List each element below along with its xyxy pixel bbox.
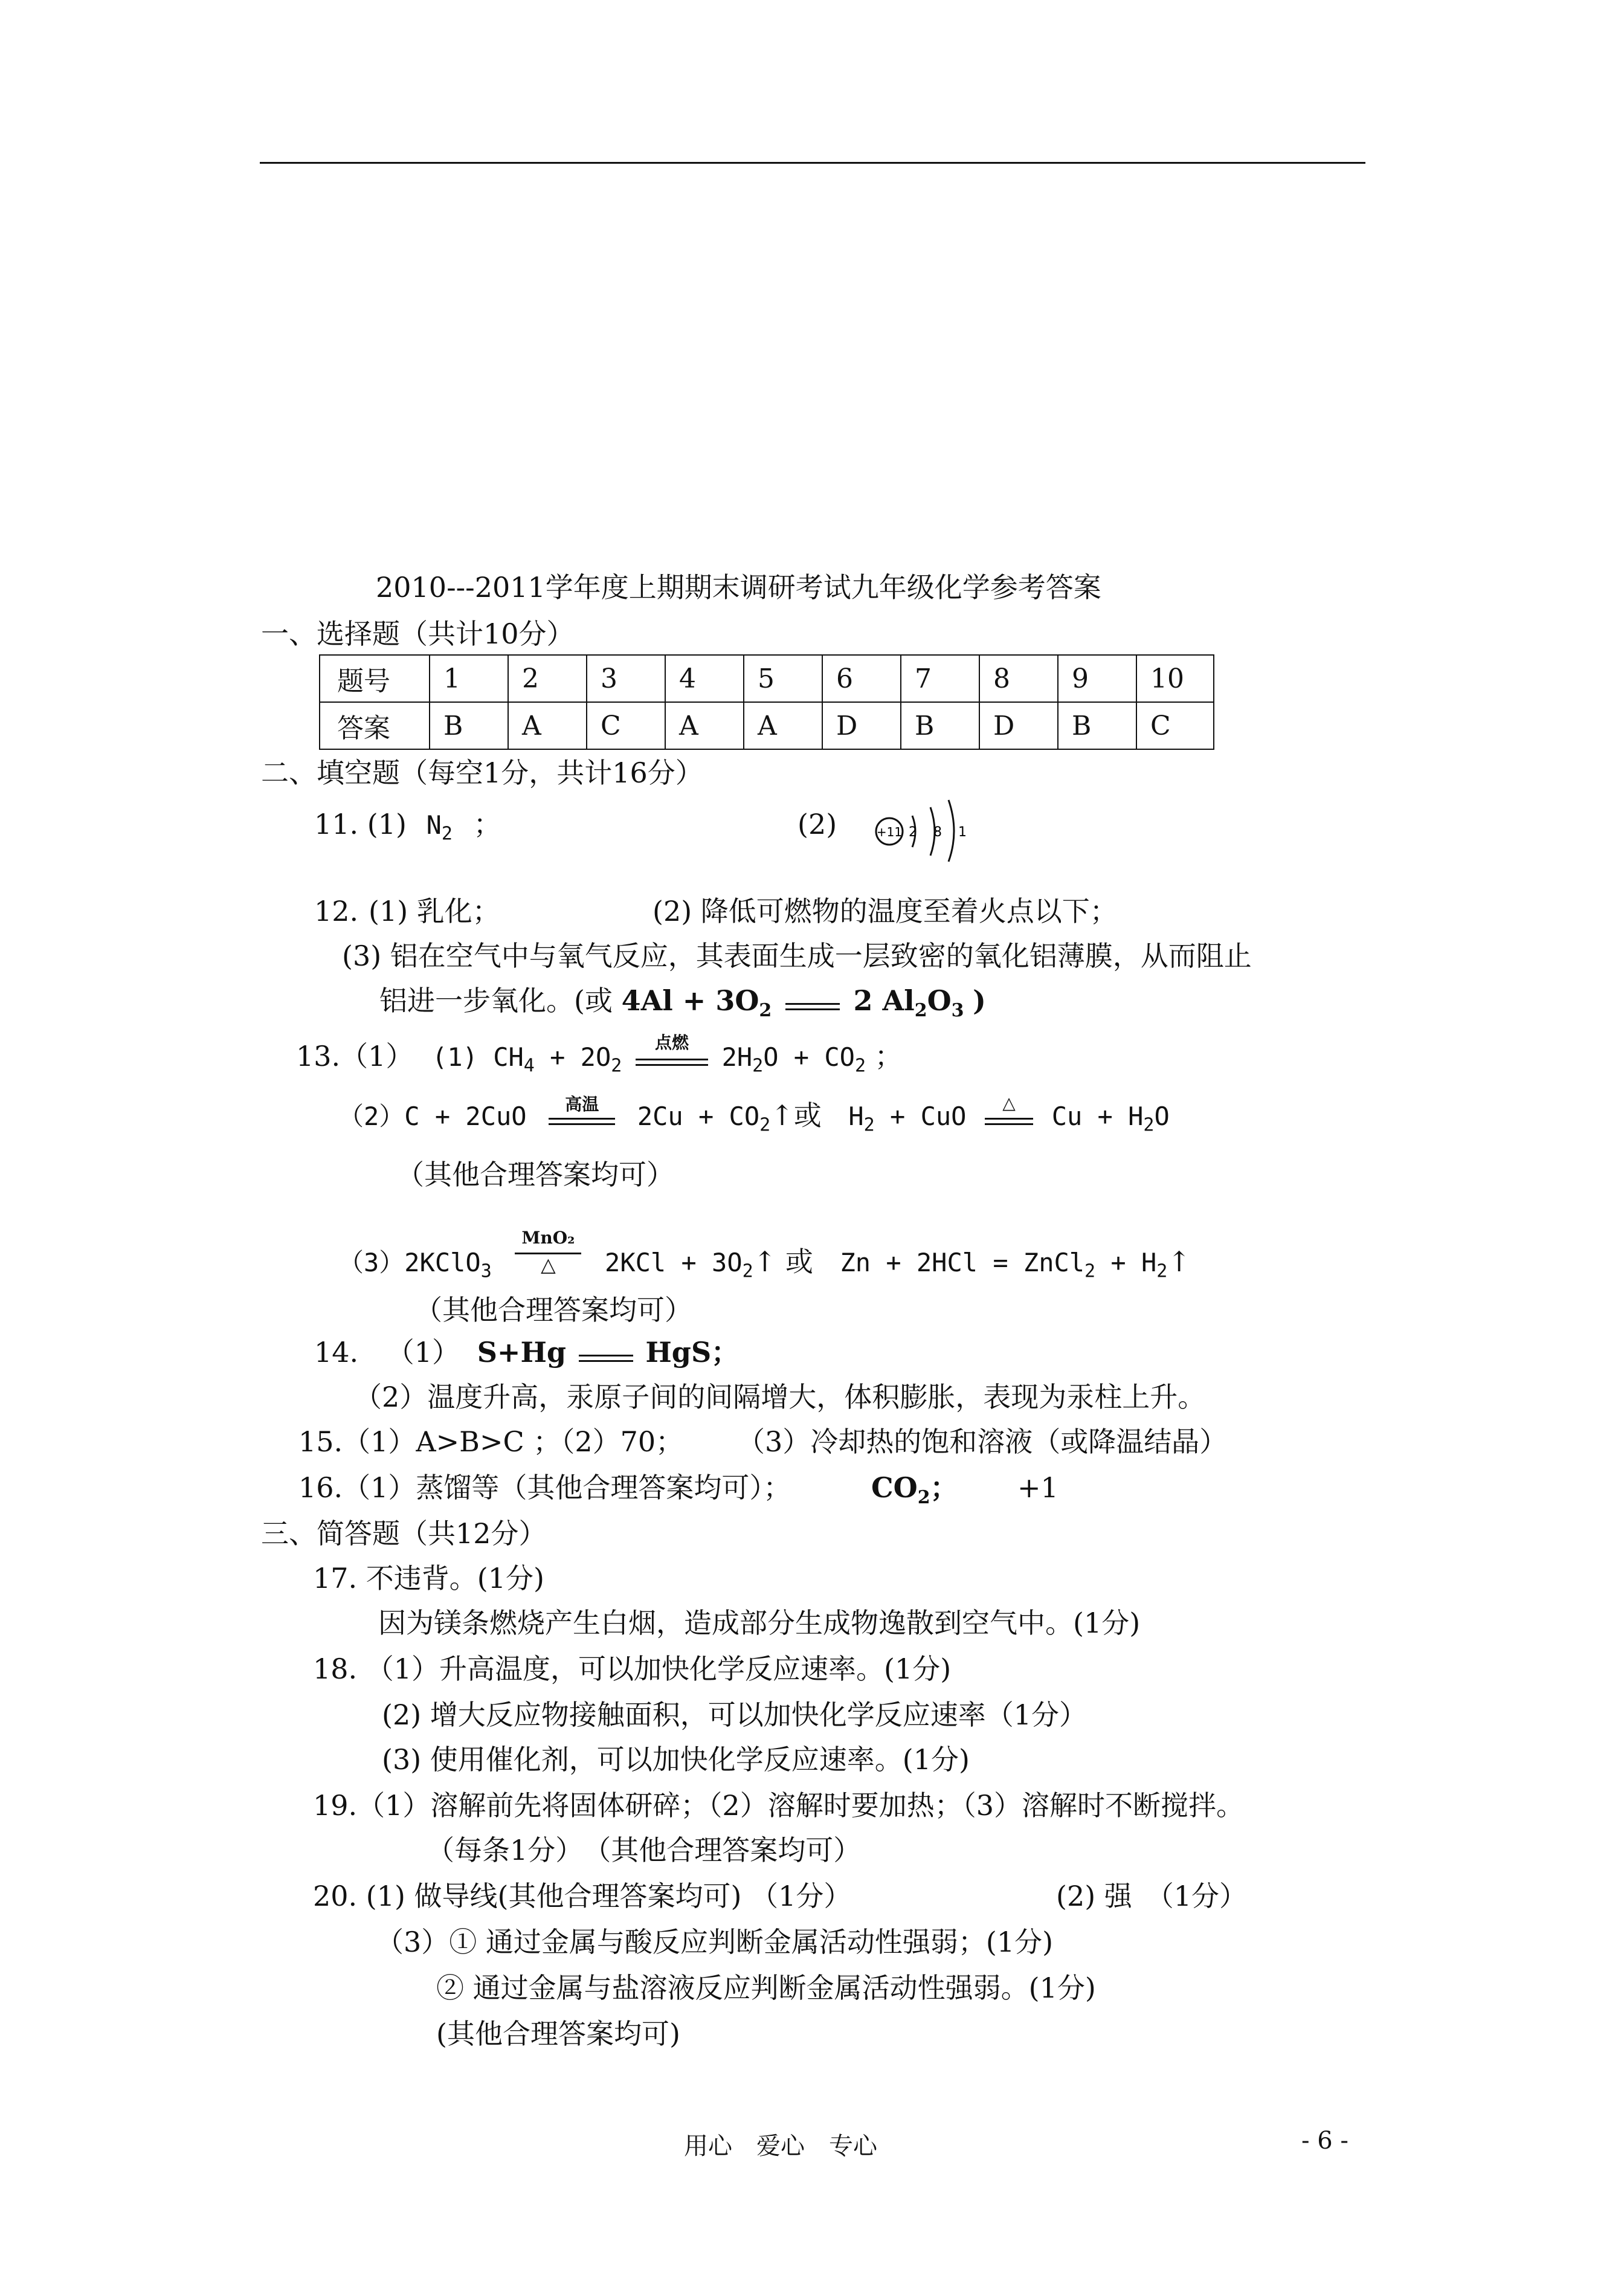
q18-line3: (3) 使用催化剂，可以加快化学反应速率。(1分) [382,1743,970,1776]
table-row-label: 答案 [320,702,430,749]
table-cell: 6 [822,655,901,702]
table-cell: 9 [1058,655,1136,702]
atom-structure-icon [870,792,973,864]
table-cell: 1 [430,655,508,702]
table-cell: A [665,702,744,749]
atom-nucleus-label: +11 [876,825,903,839]
equals-sign [579,1351,633,1362]
q11-number: 11. [314,808,359,840]
reaction-arrow-catalyst: MnO₂ △ [515,1253,581,1275]
q14-line1: 14. （1） S+Hg HgS； [314,1336,740,1369]
table-cell: B [1058,702,1136,749]
q13-line4: （3）2KClO$_3$ MnO₂ △ $2KCl + 3O_2↑$ 或 Zn + 2HCl = ZnCl$_2$ + $H_2↑$ [338,1228,1191,1282]
table-cell: 3 [587,655,665,702]
section1-heading: 一、选择题（共计10分） [261,618,575,650]
q15-line: 15.（1）A>B>C ；（2）70； [298,1425,684,1458]
page-number: - 6 - [1301,2127,1348,2155]
q19-line1: 19.（1）溶解前先将固体研碎；（2）溶解时要加热；（3）溶解时不断搅拌。 [313,1789,1244,1822]
q16-valence: +1 [1017,1471,1058,1504]
header-rule [260,162,1365,164]
q13-line1: 13.（1） (1) $CH_4 + 2O_2$ 点燃 $2H_2O + CO_2$ ； [296,1033,903,1077]
table-row [320,702,1214,749]
table-cell: A [508,702,587,749]
q16-line: 16.（1）蒸馏等（其他合理答案均可）； [298,1471,791,1504]
table-cell: 7 [901,655,979,702]
table-cell: D [979,702,1058,749]
q13-line3: （其他合理答案均可） [396,1158,674,1191]
answer-table [319,654,1214,750]
table-cell: C [587,702,665,749]
table-cell: 8 [979,655,1058,702]
table-cell: 5 [744,655,822,702]
table-cell: 2 [508,655,587,702]
reaction-arrow-hightemp: 高温 [549,1114,615,1125]
sodium-atom-diagram [870,792,973,866]
reaction-arrow-ignite: 点燃 [636,1055,708,1066]
reaction-arrow-heat: △ [985,1114,1033,1125]
section3-heading: 三、简答题（共12分） [261,1517,547,1550]
atom-shells-label: 2 8 1 [909,825,973,840]
table-row-label: 题号 [320,655,430,702]
q13-line2: （2）C + 2CuO 高温 $2Cu + CO_2↑$或 $H_2$ + CuO △ $Cu + H_2O$ [338,1093,1170,1136]
q20-line2: （3）① 通过金属与酸反应判断金属活动性强弱；(1分) [376,1926,1054,1958]
q17-line2: 因为镁条燃烧产生白烟，造成部分生成物逸散到空气中。(1分) [378,1607,1141,1639]
q12-part3-cont: 铝进一步氧化。(或 $4Al + 3O_2$ 2 $Al_2O_3$ ) [379,984,986,1022]
q11-line: 11. (1) $N_2$ ； [314,808,501,845]
q11-part1-label: (1) [367,808,407,840]
q18-line1: 18. （1）升高温度，可以加快化学反应速率。(1分) [313,1653,952,1685]
q12-equation: $4Al + 3O_2$ [621,984,772,1022]
section2-heading: 二、填空题（每空1分，共计16分） [261,756,703,789]
q13-line5: （其他合理答案均可） [414,1294,692,1326]
table-cell: D [822,702,901,749]
q20-line3: ② 通过金属与盐溶液反应判断金属活动性强弱。(1分) [436,1972,1096,2004]
table-cell: B [901,702,979,749]
q12-part2: (2) 降低可燃物的温度至着火点以下； [652,895,1118,927]
table-cell: B [430,702,508,749]
q12-number: 12. [314,895,359,927]
table-cell: A [744,702,822,749]
table-row [320,655,1214,702]
table-cell: C [1136,702,1214,749]
q11-part2-label: (2) [798,808,837,840]
q20-line1: 20. (1) 做导线(其他合理答案均可) （1分） [313,1880,852,1912]
document-title: 2010---2011学年度上期期末调研考试九年级化学参考答案 [376,571,1101,604]
q16-co2: $CO_2$； [871,1471,958,1509]
q18-line2: (2) 增大反应物接触面积，可以加快化学反应速率（1分） [382,1698,1088,1731]
table-cell: 4 [665,655,744,702]
q12-part3: (3) 铝在空气中与氧气反应，其表面生成一层致密的氧化铝薄膜，从而阻止 [342,940,1252,972]
q12-part1: (1) 乳化； [369,895,500,927]
q17-line1: 17. 不违背。(1分) [313,1562,544,1595]
equals-sign [785,999,840,1010]
q14-line2: （2）温度升高，汞原子间的间隔增大，体积膨胀，表现为汞柱上升。 [354,1381,1206,1413]
q11-answer1: $N_2$ [426,810,453,845]
q20-line4: (其他合理答案均可) [436,2017,680,2050]
table-cell: 10 [1136,655,1214,702]
footer-motto: 用心 爱心 专心 [684,2132,877,2160]
q15-part3: （3）冷却热的饱和溶液（或降温结晶） [737,1425,1228,1458]
q19-line2: （每条1分） （其他合理答案均可） [427,1834,862,1866]
q20-line1-part2: (2) 强 （1分） [1056,1880,1248,1912]
